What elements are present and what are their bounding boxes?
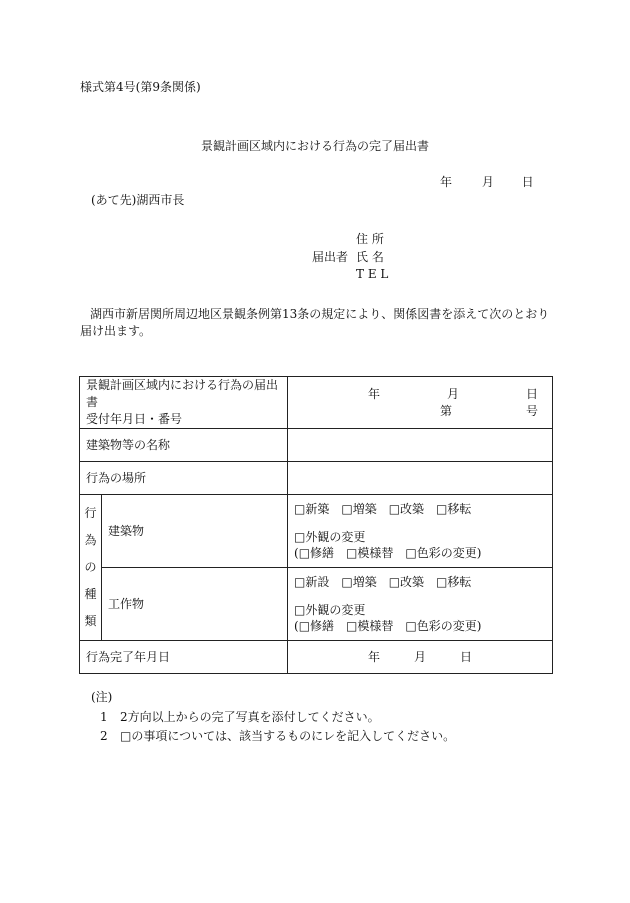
receipt-month: 月 — [447, 386, 460, 401]
structure-label: 工作物 — [102, 568, 288, 641]
receipt-label-cell — [80, 377, 288, 429]
document-title: 景観計画区域内における行為の完了届出書 — [200, 139, 429, 153]
receipt-number-suffix: 号 — [526, 403, 539, 418]
note-text: 2方向以上からの完了写真を添付してください。 — [120, 710, 380, 724]
date-year: 年 — [440, 175, 453, 189]
reporter-heading: 届出者 — [312, 249, 349, 264]
name-label: 氏 名 — [356, 249, 384, 264]
receipt-number-prefix: 第 — [439, 403, 452, 418]
structure-options[interactable] — [288, 568, 553, 641]
completion-row — [80, 641, 553, 674]
receipt-row — [80, 377, 553, 429]
note-item — [100, 729, 455, 743]
addressee: (あて先)湖西市長 — [91, 193, 185, 207]
notes-heading: (注) — [91, 690, 113, 704]
building-option-line2[interactable]: □外観の変更 — [294, 530, 366, 544]
note-text: □の事項については、該当するものにレを記入してください。 — [120, 729, 456, 743]
date-month: 月 — [481, 175, 494, 189]
receipt-label-line1: 景観計画区域内における行為の届出書 — [86, 378, 279, 409]
building-options[interactable] — [288, 495, 553, 568]
form-number: 様式第4号(第9条関係) — [80, 80, 201, 94]
tel-label: T E L — [356, 267, 389, 281]
submission-date — [440, 175, 534, 189]
body-text: 湖西市新居関所周辺地区景観条例第13条の規定により、関係図書を添えて次のとおり届け出ます。 — [80, 307, 550, 338]
completion-label: 行為完了年月日 — [80, 641, 288, 674]
reporter-block — [312, 232, 388, 285]
action-type-label: 行 為 の 種 類 — [80, 495, 102, 641]
building-option-line1[interactable]: □新築 □増築 □改築 □移転 — [294, 502, 472, 516]
completion-day: 日 — [460, 649, 473, 664]
building-name-label: 建築物等の名称 — [80, 429, 288, 462]
building-name-row — [80, 429, 553, 462]
building-name-input[interactable] — [288, 429, 553, 462]
building-label: 建築物 — [102, 495, 288, 568]
location-input[interactable] — [288, 462, 553, 495]
location-row — [80, 462, 553, 495]
completion-year: 年 — [367, 649, 380, 664]
receipt-label-line2: 受付年月日・番号 — [86, 412, 183, 426]
structure-option-line1[interactable]: □新設 □増築 □改築 □移転 — [294, 575, 472, 589]
note-number: 1 — [100, 710, 108, 724]
structure-option-line2[interactable]: □外観の変更 — [294, 603, 366, 617]
building-option-line3[interactable]: (□修繕 □模様替 □色彩の変更) — [294, 546, 482, 560]
completion-month: 月 — [414, 649, 427, 664]
receipt-value-cell[interactable] — [288, 377, 553, 429]
structure-row — [80, 568, 553, 641]
date-day: 日 — [521, 175, 534, 189]
location-label: 行為の場所 — [80, 462, 288, 495]
structure-option-line3[interactable]: (□修繕 □模様替 □色彩の変更) — [294, 619, 482, 633]
report-table — [79, 376, 553, 674]
note-item — [100, 710, 380, 724]
building-row — [80, 495, 553, 568]
receipt-day: 日 — [525, 386, 538, 401]
receipt-year: 年 — [368, 386, 381, 401]
note-number: 2 — [100, 729, 108, 743]
address-label: 住 所 — [356, 232, 384, 246]
completion-date-cell[interactable] — [288, 641, 553, 674]
